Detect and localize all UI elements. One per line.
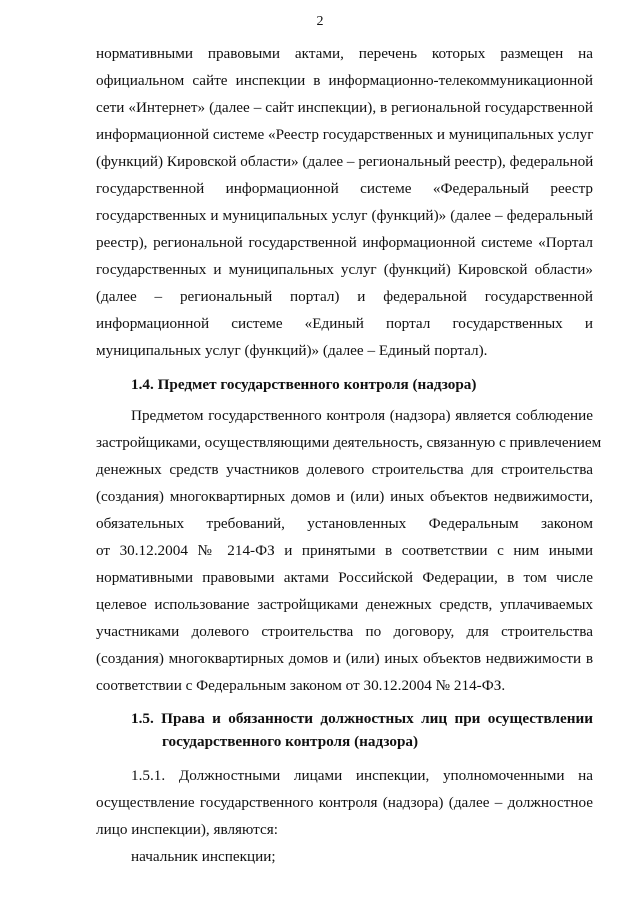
paragraph-line: Предметом государственного контроля (надзора) является соблюдение <box>131 407 593 424</box>
paragraph-line: (создания) многоквартирных домов и (или) иных объектов недвижимости, <box>96 488 593 505</box>
paragraph-line: государственной информационной системе «Федеральный реестр <box>96 180 593 197</box>
paragraph-line: государственных и муниципальных услуг (функций) Кировской области» <box>96 261 593 278</box>
paragraph-line: нормативными правовыми актами, перечень которых размещен на <box>96 45 593 62</box>
page-number: 2 <box>316 14 324 29</box>
paragraph-line: реестр), региональной государственной информационной системе «Портал <box>96 234 593 251</box>
paragraph-line: целевое использование застройщиками денежных средств, уплачиваемых <box>96 596 593 613</box>
paragraph-line: начальник инспекции; <box>131 848 276 865</box>
paragraph-line: соответствии с Федеральным законом от 30.12.2004 № 214-ФЗ. <box>96 677 506 694</box>
paragraph-line: обязательных требований, установленных Федеральным законом <box>96 515 593 532</box>
paragraph-line: застройщиками, осуществляющими деятельность, связанную с привлечением <box>96 434 602 451</box>
paragraph-line: официальном сайте инспекции в информационно-телекоммуникационной <box>96 72 593 89</box>
paragraph-line: участниками долевого строительства по договору, для строительства <box>96 623 593 640</box>
paragraph-line: (далее – региональный портал) и федеральной государственной <box>96 288 593 305</box>
paragraph-line: информационной системе «Единый портал государственных и <box>96 315 593 332</box>
paragraph-line: осуществление государственного контроля (надзора) (далее – должностное <box>96 794 593 811</box>
paragraph-line: нормативными правовыми актами Российской Федерации, в том числе <box>96 569 593 586</box>
section-heading-1-5-line-1: 1.5. Права и обязанности должностных лиц при осуществлении <box>131 710 593 727</box>
paragraph-line: сети «Интернет» (далее – сайт инспекции), в региональной государственной <box>96 99 593 116</box>
paragraph-line: денежных средств участников долевого строительства для строительства <box>96 461 593 478</box>
paragraph-line: (создания) многоквартирных домов и (или) иных объектов недвижимости в <box>96 650 593 667</box>
section-heading-1-5-line-2: государственного контроля (надзора) <box>162 733 419 750</box>
paragraph-line: лицо инспекции), являются: <box>96 821 278 838</box>
paragraph-line: от 30.12.2004 № 214-ФЗ и принятыми в соответствии с ним иными <box>96 542 593 559</box>
paragraph-line: 1.5.1. Должностными лицами инспекции, уполномоченными на <box>131 767 593 784</box>
section-heading-1-4: 1.4. Предмет государственного контроля (надзора) <box>131 376 477 393</box>
paragraph-line: муниципальных услуг (функций)» (далее – Единый портал). <box>96 342 488 359</box>
paragraph-line: государственных и муниципальных услуг (функций)» (далее – федеральный <box>96 207 593 224</box>
paragraph-line: информационной системе «Реестр государственных и муниципальных услуг <box>96 126 594 143</box>
paragraph-line: (функций) Кировской области» (далее – региональный реестр), федеральной <box>96 153 594 170</box>
